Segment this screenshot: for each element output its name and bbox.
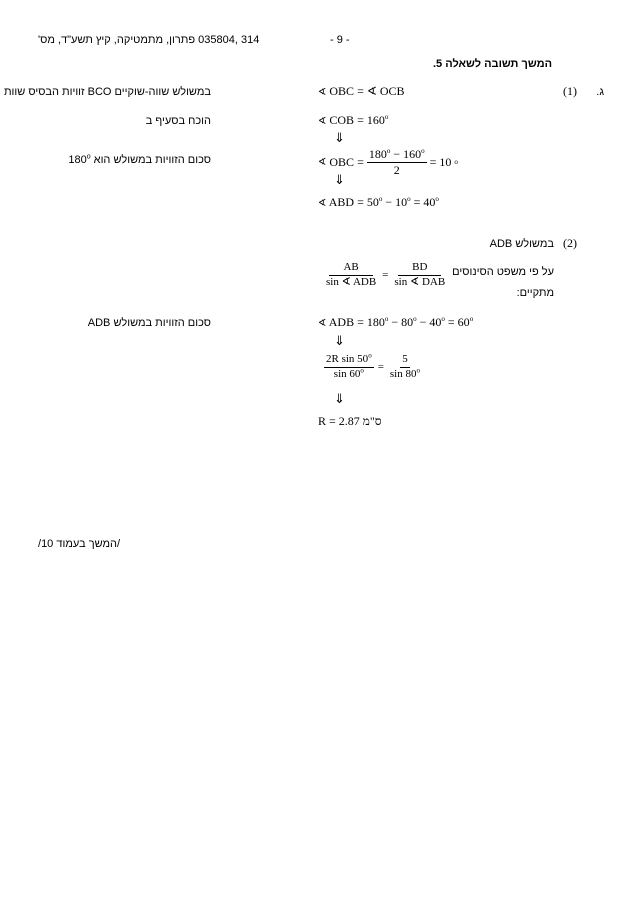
sub2-number: (2): [563, 236, 577, 250]
sub2-intro3: מתקיים:: [516, 287, 554, 299]
sub1-note1: במשולש שווה-שוקיים BCO זוויות הבסיס שוות: [3, 86, 211, 98]
sine-fraction-right: [392, 262, 447, 288]
sub1-note3-text: סכום הזוויות במשולש הוא 180: [68, 154, 211, 166]
frac-num-a: 180: [368, 147, 387, 161]
sub1-eq4-b: − 10: [385, 195, 408, 209]
sub1-note3: סכום הזוויות במשולש הוא 180$^o$: [68, 153, 211, 166]
angle-icon: ∢: [318, 318, 327, 329]
sub1-eq3-lhs: OBC =: [329, 154, 364, 169]
sine-den-left: sin ∢ ADB: [326, 275, 377, 288]
sub2-eq2: $\frac{2R \sin 50^o}{\sin 60^o}$ = $\frac{5}{\sin 80^o}$: [326, 351, 420, 380]
sub1-eq4: ∢ ABD = $50^o - 10^o = 40^o$: [318, 195, 439, 209]
angle-icon: ∢: [318, 198, 327, 209]
section-title: המשך תשובה לשאלה 5.: [432, 58, 552, 70]
sub1-eq1: [318, 84, 405, 99]
sub1-number: (1): [563, 84, 577, 98]
eq2-num-left: 2R sin 50: [326, 353, 369, 365]
sub2-eq1-c: − 40: [419, 315, 442, 329]
sub2-eq1-a: ADB = 180: [328, 315, 385, 329]
sub1-eq4-a: ABD = 50: [328, 195, 379, 209]
sub1-eq3: ∢ OBC = $\frac{180^o - 160^o}{2}$ = 10 o: [318, 147, 458, 177]
sine-fraction-left: [324, 262, 378, 288]
eq2-fraction-left: $\frac{2R \sin 50^o}{\sin 60^o}$: [326, 351, 372, 380]
part-letter: ג.: [596, 86, 604, 98]
frac-num-b: − 160: [393, 147, 422, 161]
sub1-eq4-c: = 40: [413, 195, 436, 209]
implies-arrow-icon: ⇓: [334, 130, 345, 145]
angle-icon: ∢: [318, 87, 327, 98]
sub2-eq1-d: = 60: [447, 315, 470, 329]
sub2-eq1-b: − 80: [391, 315, 414, 329]
sub2-note1: סכום הזוויות במשולש ADB: [87, 317, 211, 329]
angle-icon: ∢: [318, 116, 327, 127]
sub1-eq2-text: COB = 160: [329, 113, 385, 127]
header-title: 314 ,035804 פתרון, מתמטיקה, קיץ תשע"ד, מס': [38, 34, 260, 46]
eq2-num-right: 5: [400, 354, 410, 368]
page-number: - 9 -: [330, 34, 350, 46]
sine-law: $\frac{AB}{\text{sin ∢ ADB}}$ = $\frac{BD}{\text{sin ∢ DAB}}$: [326, 261, 446, 288]
implies-arrow-icon: ⇓: [334, 172, 345, 187]
sub1-eq1-text: OBC = ∢ OCB: [329, 84, 405, 98]
sub1-note2: הוכח בסעיף ב: [145, 115, 211, 127]
sub1-eq3-rhs: = 10: [429, 154, 452, 169]
fraction: $\frac{180^o - 160^o}{2}$: [368, 147, 425, 177]
sub2-eq1: ∢ ADB = $180^o - 80^o - 40^o = 60^o$: [318, 315, 474, 329]
sub2-intro1: במשולש ADB: [489, 238, 554, 250]
footer-continue: /המשך בעמוד 10/: [38, 538, 121, 550]
eq2-den-right: sin 80: [389, 367, 417, 380]
implies-arrow-icon: ⇓: [334, 333, 345, 348]
sine-den-right: sin ∢ DAB: [394, 275, 446, 288]
angle-icon: ∢: [318, 156, 327, 168]
sine-num-right: BD: [398, 262, 441, 276]
frac-den: 2: [393, 162, 400, 177]
sine-num-left: AB: [329, 262, 372, 276]
sub2-intro2: על פי משפט הסינוסים: [452, 266, 554, 278]
eq2-fraction-right: $\frac{5}{\sin 80^o}$: [389, 353, 420, 380]
eq2-den-left: sin 60: [333, 367, 361, 380]
sub2-eq3: R = 2.87 ס"מ: [318, 414, 382, 428]
sub1-eq2: ∢ COB = $160^o$: [318, 113, 389, 127]
implies-arrow-icon: ⇓: [334, 391, 345, 406]
